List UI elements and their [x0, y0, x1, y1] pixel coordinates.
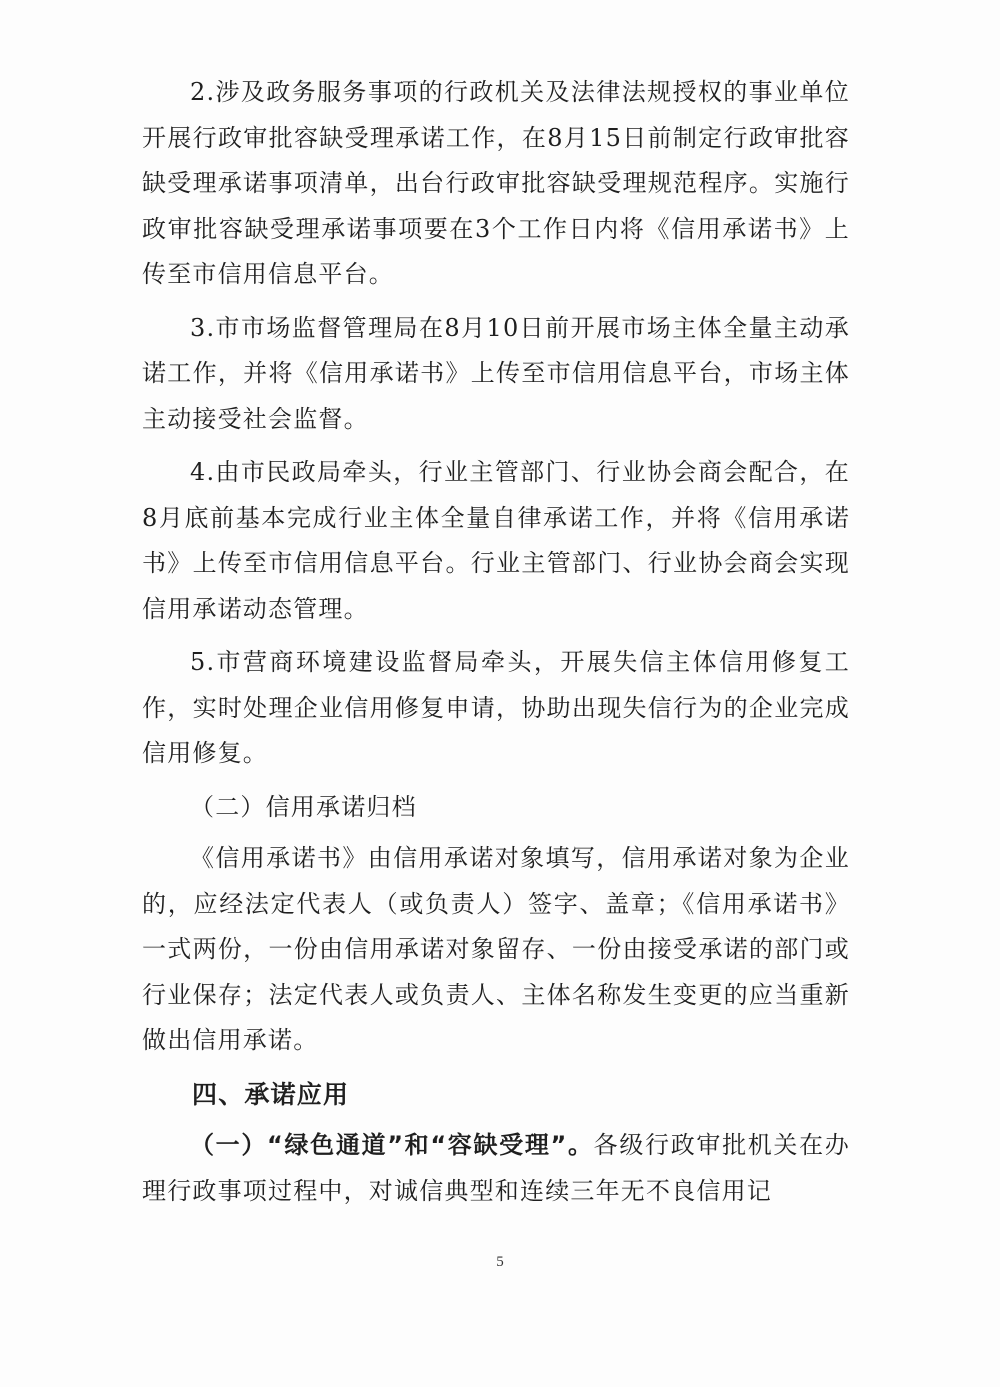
paragraph-green-channel-lead: （一）“绿色通道”和“容缺受理”。 [190, 1131, 594, 1159]
paragraph-item-5: 5.市营商环境建设监督局牵头，开展失信主体信用修复工作，实时处理企业信用修复申请，协助出现失信行为的企业完成信用修复。 [142, 648, 850, 767]
paragraph-item-2: 2.涉及政务服务事项的行政机关及法律法规授权的事业单位开展行政审批容缺受理承诺工作，在8月15日前制定行政审批容缺受理承诺事项清单，出台行政审批容缺受理规范程序。实施行政审批容缺受理承诺事项要在3个工作日内将《信用承诺书》上传至市信用信息平台。 [142, 78, 850, 288]
paragraph-green-channel [142, 1123, 850, 1214]
document-body [142, 70, 850, 1222]
paragraph-green-channel-text: 各级行政审批机关在办理行政事项过程中，对诚信典型和连续三年无不良信用记 [142, 1131, 850, 1205]
paragraph-item-4: 4.由市民政局牵头，行业主管部门、行业协会商会配合，在8月底前基本完成行业主体全量自律承诺工作，并将《信用承诺书》上传至市信用信息平台。行业主管部门、行业协会商会实现信用承诺动态管理。 [142, 458, 850, 623]
section-heading-credit-archive: （二）信用承诺归档 [190, 792, 417, 821]
page-number: 5 [496, 1254, 504, 1270]
paragraph-item-3: 3.市市场监督管理局在8月10日前开展市场主体全量主动承诺工作，并将《信用承诺书》上传至市信用信息平台，市场主体主动接受社会监督。 [142, 313, 850, 433]
section-heading-commitment-application: 四、承诺应用 [192, 1079, 350, 1109]
paragraph-archive: 《信用承诺书》由信用承诺对象填写，信用承诺对象为企业的，应经法定代表人（或负责人）签字、盖章；《信用承诺书》一式两份，一份由信用承诺对象留存、一份由接受承诺的部门或行业保存；法定代表人或负责人、主体名称发生变更的应当重新做出信用承诺。 [142, 844, 850, 1054]
